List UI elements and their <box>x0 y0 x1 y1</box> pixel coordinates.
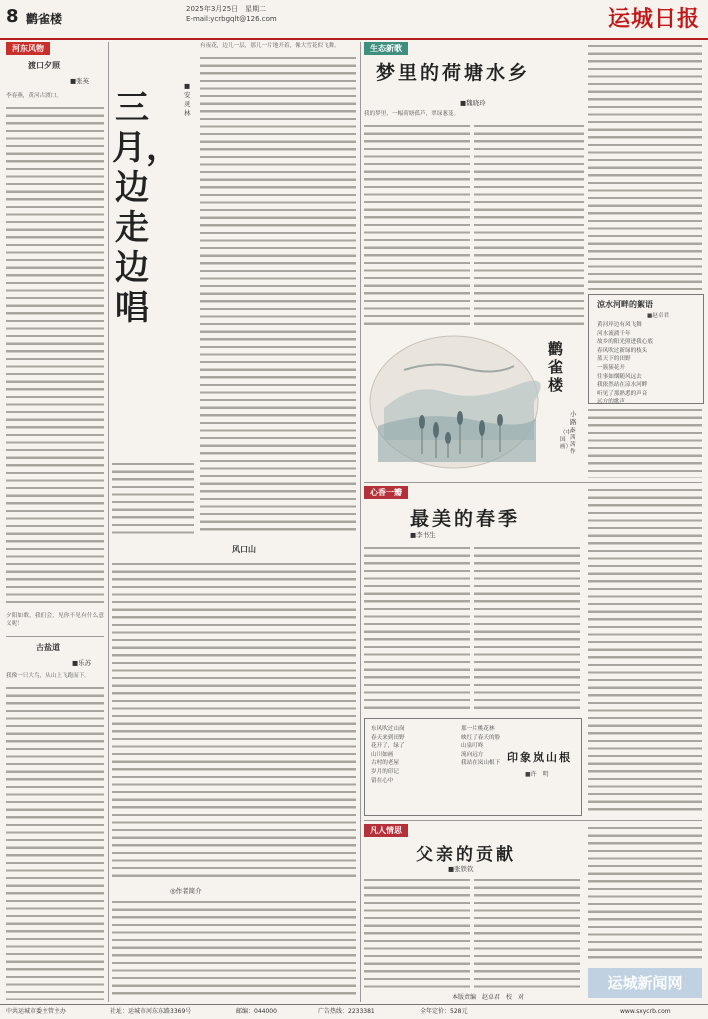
essay1-end: 夕阳如歌，我们会，见你不见有什么意义呢！ <box>6 613 104 628</box>
editor-line: 本版责编 赵卓君 校 对 <box>452 994 525 1001</box>
article-body-left <box>364 122 470 328</box>
tag-hedong: 河东风物 <box>6 42 50 55</box>
essay2-lead: 我像一只大鸟，从山上飞跑而下。 <box>6 673 90 679</box>
essay1-author: ■张英 <box>70 77 90 85</box>
spring-body-3 <box>588 486 702 816</box>
article-body-end <box>588 406 702 478</box>
small-poem-line: 花开了，绿了 <box>371 743 405 750</box>
poem-lines <box>597 321 697 416</box>
section-name: 鹳雀楼 <box>26 12 63 26</box>
poem-line: 往事如烟随风远去 <box>597 373 642 380</box>
date-email <box>186 4 277 24</box>
small-poem-line: 东风吹过山岗 <box>371 726 405 732</box>
small-poem-line: 古村的老屋 <box>371 760 399 767</box>
painting-medium: （中国画） <box>560 430 572 450</box>
small-poem-lines-right <box>461 725 511 768</box>
small-poem-box <box>364 718 582 816</box>
vertical-logo: 鹳雀楼 <box>548 340 564 394</box>
page-number: 8 <box>6 6 19 27</box>
small-poem-line: 留在心中 <box>371 777 394 784</box>
article-title: 梦里的荷塘水乡 <box>376 62 531 84</box>
poem-author: ■赵卓君 <box>647 313 670 319</box>
small-poem-line: 山川如画 <box>371 751 394 758</box>
footer-host: 中共运城市委主管主办 <box>6 1008 67 1015</box>
article-body-mid <box>474 122 584 328</box>
painting-title: 小路 <box>570 410 577 426</box>
essay1-lead: 李春燕，黄河古渡口。 <box>6 93 62 99</box>
essay2-title: 古盐道 <box>36 643 60 652</box>
essay1-body <box>6 104 104 608</box>
father-body-2 <box>474 876 580 988</box>
painting-artist: 秦茜茜 作 <box>570 428 576 455</box>
spring-author: ■李书生 <box>410 531 436 539</box>
small-poem-lines-left <box>371 725 457 785</box>
father-author: ■张铁钦 <box>448 865 474 873</box>
small-poem-author: ■许 明 <box>525 771 549 778</box>
tag-ecology: 生态新歌 <box>364 42 408 55</box>
small-poem-title: 印象岚山根 <box>507 751 572 764</box>
poem-line: 黄河岸边有风飞舞 <box>597 322 642 328</box>
feature-body-mid <box>112 560 356 880</box>
column-rule <box>360 42 361 1002</box>
small-poem-line: 山泉叮咚 <box>461 743 484 750</box>
feature-subheading: 风口山 <box>232 545 256 554</box>
poem-line: 一簇簇花开 <box>597 364 625 371</box>
footer-postcode: 邮编：044000 <box>236 1008 277 1015</box>
footer-address: 社址：运城市河东东路3369号 <box>110 1008 192 1015</box>
poem-title: 涼水河畔的絮语 <box>597 300 653 309</box>
father-body-1 <box>364 876 470 988</box>
poem-line: 河水流淌千年 <box>597 330 631 337</box>
spring-body-2 <box>474 544 580 714</box>
father-body-3 <box>588 824 702 964</box>
footer-site[interactable]: www.sxycrb.com <box>620 1008 671 1015</box>
email-line: E-mail:ycrbgqlt@126.com <box>186 15 277 23</box>
article-author: ■魏晓玲 <box>460 99 486 107</box>
poem-line: 蓝天下的田野 <box>597 356 631 363</box>
poem-line: 春风吹过新绿的枝头 <box>597 347 648 354</box>
small-poem-line: 映红了春天的脸 <box>461 734 501 741</box>
footer-ad: 广告热线：2233381 <box>318 1008 375 1015</box>
newspaper-logo: 运城日报 <box>607 6 700 32</box>
small-poem-line: 我站在岚山根下 <box>461 760 501 767</box>
poem-line: 故乡的阳光照进我心底 <box>597 339 653 346</box>
poem-line: 听见了那熟悉的声音 <box>597 390 648 397</box>
poem-box <box>588 294 704 404</box>
essay2-author: ■乐苏 <box>72 659 92 667</box>
divider <box>364 820 702 821</box>
date-line: 2025年3月25日 星期二 <box>186 5 267 13</box>
spring-body-1 <box>364 544 470 714</box>
small-poem-line: 春天来到田野 <box>371 734 405 741</box>
spring-title: 最美的春季 <box>410 508 521 530</box>
tag-human: 凡人情思 <box>364 824 408 837</box>
small-poem-line: 那一片桃花林 <box>461 726 495 732</box>
footer-price: 全年定价：528元 <box>420 1008 468 1015</box>
article-body-right <box>588 42 702 290</box>
small-poem-line: 岁月的印记 <box>371 768 399 775</box>
watermark: 运城新闻网 <box>588 968 702 998</box>
footer <box>0 1004 708 1019</box>
essay1-title: 渡口夕照 <box>28 61 60 70</box>
divider <box>364 482 702 483</box>
column-rule <box>108 42 109 1002</box>
feature-lead: 有夜花，边儿一层，那儿一片地开着，像大雪花似飞舞。 <box>200 43 340 49</box>
article-lead: 我的梦里，一幅荷塘孤芦，翠绿葱茏。 <box>364 111 460 117</box>
small-poem-line: 流向远方 <box>461 751 484 758</box>
feature-body-bottom <box>112 898 356 1000</box>
feature-body-side <box>112 460 194 534</box>
divider <box>6 636 104 637</box>
author-note: ◎作者简介 <box>170 887 202 895</box>
page-header <box>0 0 708 40</box>
tag-heart: 心香一瓣 <box>364 486 408 499</box>
essay2-body <box>6 684 104 1000</box>
feature-author: ■安灵林 <box>184 82 191 117</box>
feature-title: 三月，边走边唱 <box>112 88 180 328</box>
poem-line: 我依然站在涼水河畔 <box>597 382 648 389</box>
poem-line: 远方的歌声 <box>597 399 625 406</box>
father-title: 父亲的贡献 <box>416 845 516 865</box>
feature-body-top <box>200 54 356 534</box>
